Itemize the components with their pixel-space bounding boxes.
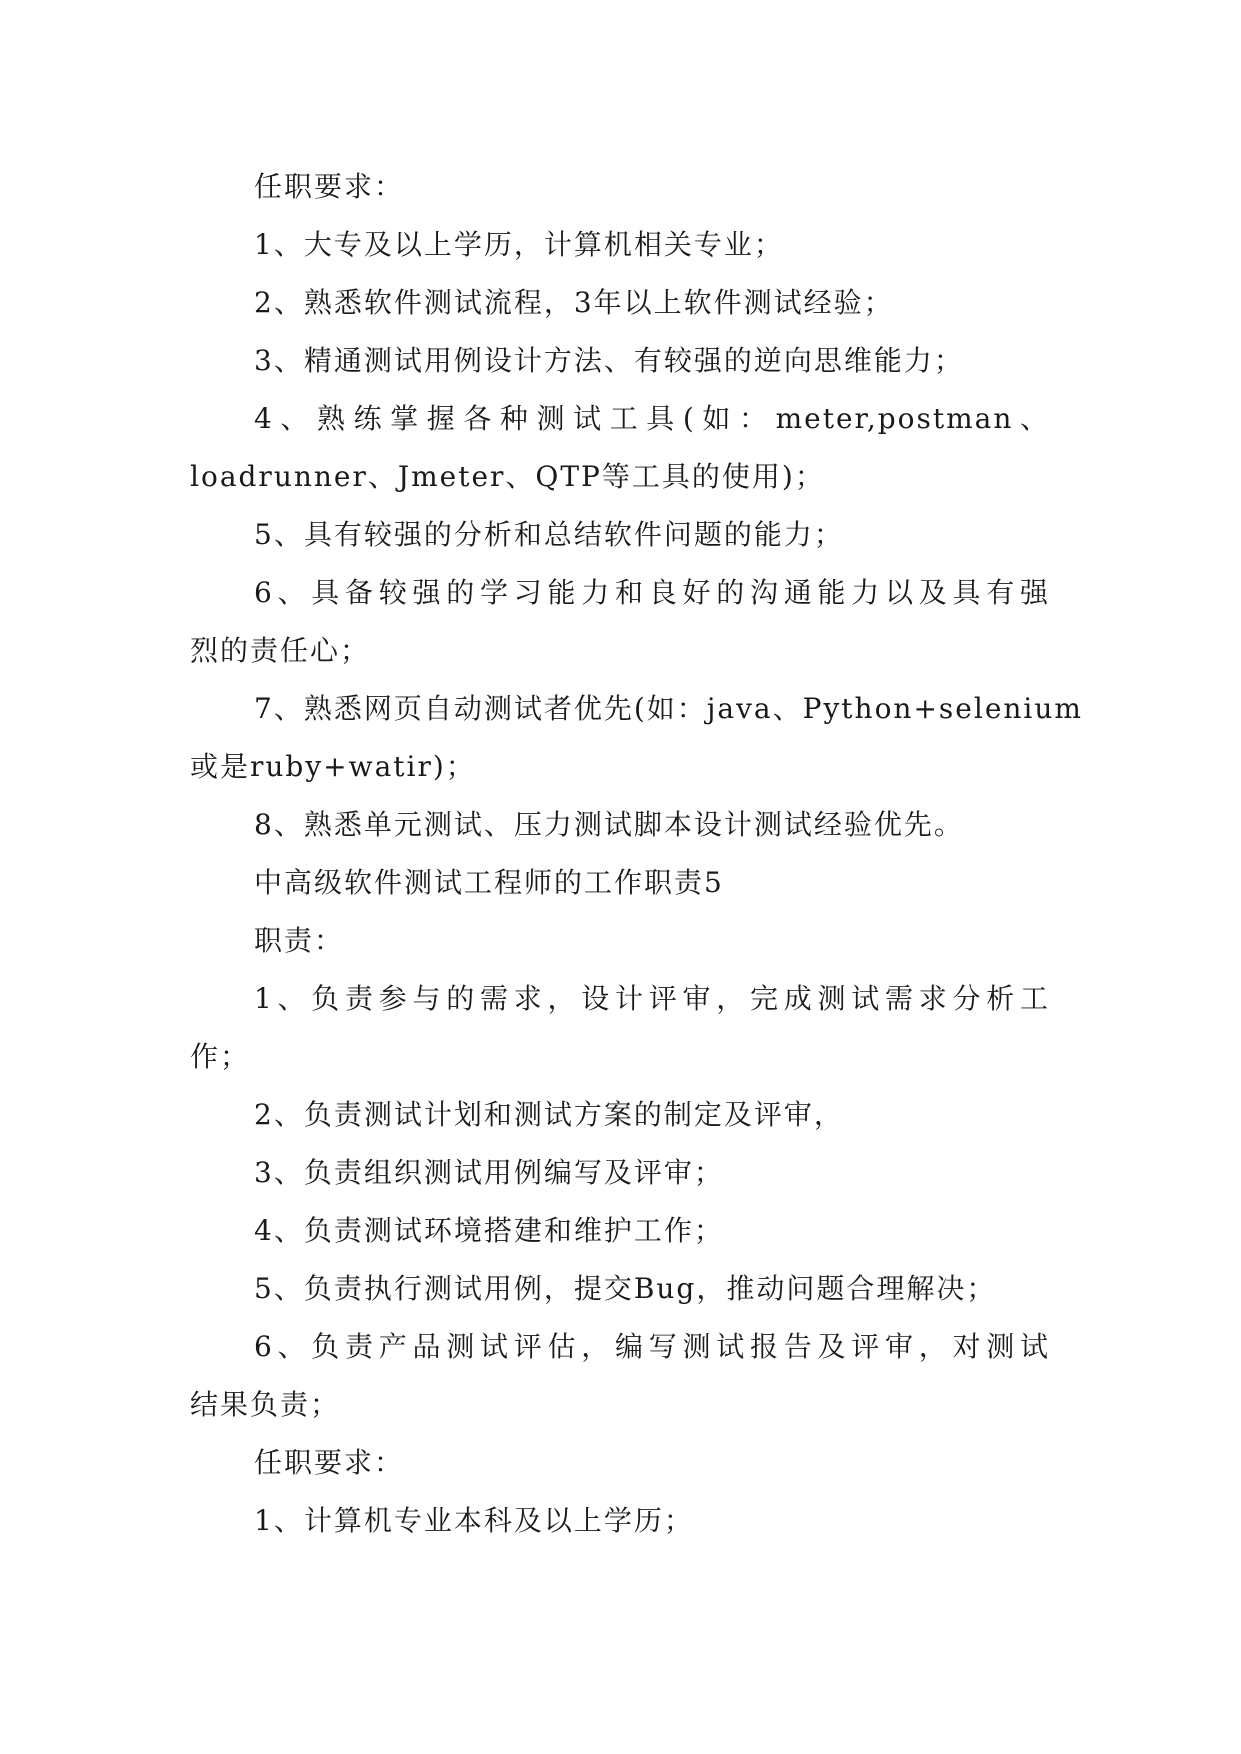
text-line: 2、熟悉软件测试流程，3年以上软件测试经验； — [254, 286, 894, 319]
text-line: 2、负责测试计划和测试方案的制定及评审， — [254, 1098, 844, 1131]
text-line: 或是ruby+watir)； — [190, 750, 476, 783]
text-line: 1、大专及以上学历，计算机相关专业； — [254, 228, 784, 261]
text-line: 任职要求： — [254, 1446, 405, 1479]
document-body — [190, 158, 1083, 1550]
text-line: 烈的责任心； — [190, 634, 371, 667]
text-line: 6、负责产品测试评估，编写测试报告及评审，对测试 — [254, 1330, 1050, 1363]
text-line: 职责： — [254, 924, 345, 957]
text-line: 结果负责； — [190, 1388, 341, 1421]
text-line: 1、计算机专业本科及以上学历； — [254, 1504, 694, 1537]
section-heading: 中高级软件测试工程师的工作职责5 — [254, 866, 724, 899]
text-line: 5、具有较强的分析和总结软件问题的能力； — [254, 518, 844, 551]
text-line: 4、熟练掌握各种测试工具(如：meter,postman、 — [254, 402, 1050, 435]
text-line: 5、负责执行测试用例，提交Bug，推动问题合理解决； — [254, 1272, 997, 1305]
text-line: 1、负责参与的需求，设计评审，完成测试需求分析工 — [254, 982, 1050, 1015]
text-line: 3、精通测试用例设计方法、有较强的逆向思维能力； — [254, 344, 964, 377]
text-line: 8、熟悉单元测试、压力测试脚本设计测试经验优先。 — [254, 808, 964, 841]
text-line: 任职要求： — [254, 170, 405, 203]
text-line: 3、负责组织测试用例编写及评审； — [254, 1156, 724, 1189]
text-line: 6、具备较强的学习能力和良好的沟通能力以及具有强 — [254, 576, 1050, 609]
text-line: 作； — [190, 1040, 251, 1073]
text-line: 4、负责测试环境搭建和维护工作； — [254, 1214, 724, 1247]
text-line: 7、熟悉网页自动测试者优先(如：java、Python+selenium — [254, 692, 1083, 725]
text-line: loadrunner、Jmeter、QTP等工具的使用)； — [190, 460, 825, 493]
